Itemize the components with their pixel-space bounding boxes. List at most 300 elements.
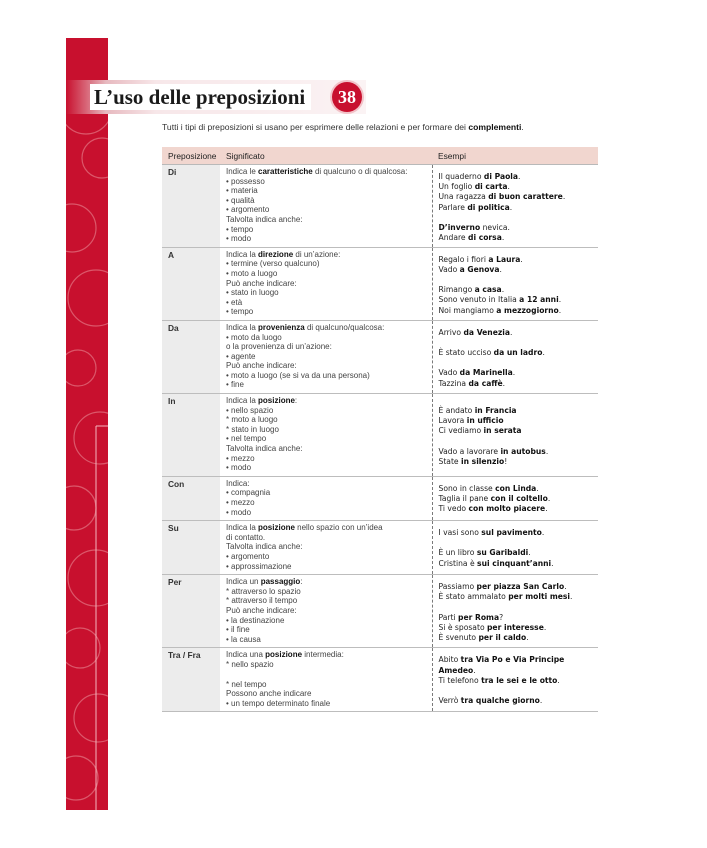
text-line	[439, 255, 593, 265]
text-line	[439, 504, 593, 514]
intro-main: Tutti i tipi di preposizioni si usano per esprimere delle relazioni e per formare dei	[162, 122, 469, 132]
examples-cell	[432, 247, 598, 320]
text-line	[439, 379, 593, 389]
text-line	[439, 633, 593, 643]
text-line	[226, 333, 426, 343]
text-line	[439, 285, 593, 295]
highlight-text: per piazza San Carlo	[476, 582, 565, 592]
text-line	[226, 406, 426, 416]
plain-text: * attraverso lo spazio	[226, 586, 301, 596]
highlight-text: Amedeo	[438, 665, 474, 675]
plain-text: Indica la	[226, 523, 259, 533]
plain-text: • argomento	[226, 551, 270, 561]
highlight-text: di Paola	[483, 172, 519, 181]
decorative-side-band	[66, 38, 108, 810]
highlight-text: da caffè	[468, 378, 503, 388]
plain-text: di qualcuno o di qualcosa:	[312, 167, 408, 176]
preposition-cell: Da	[162, 320, 220, 393]
examples-cell	[432, 648, 598, 712]
page-title: L’uso delle preposizioni	[94, 84, 306, 109]
plain-text: .	[501, 285, 505, 295]
text-line	[226, 479, 426, 489]
plain-text: • moto a luogo (se si va da una persona)	[226, 370, 370, 380]
plain-text: • moto da luogo	[226, 332, 282, 342]
plain-text: Vado	[438, 264, 460, 274]
plain-text: Indica la	[226, 249, 259, 259]
plain-text: Taglia il pane	[438, 494, 491, 504]
plain-text: Parlare	[438, 202, 468, 212]
spacer	[439, 358, 593, 368]
plain-text: • materia	[226, 186, 258, 196]
plain-text: .	[545, 504, 548, 514]
plain-text: * nello spazio	[226, 659, 274, 669]
highlight-text: con molto piacere	[468, 504, 546, 514]
text-line	[226, 680, 426, 690]
plain-text: • qualità	[226, 195, 255, 205]
highlight-text: a Genova	[459, 264, 500, 274]
plain-text: • approssimazione	[226, 561, 292, 571]
text-line	[439, 457, 593, 467]
plain-text: • tempo	[226, 224, 254, 234]
highlight-text: a casa	[474, 285, 502, 295]
decorative-circles	[66, 38, 108, 810]
text-line	[439, 182, 593, 192]
text-line	[226, 596, 426, 606]
spacer	[439, 275, 593, 285]
spacer	[439, 338, 593, 348]
plain-text: Indica un	[226, 577, 261, 587]
text-line	[439, 592, 593, 602]
intro-text	[162, 122, 524, 132]
text-line	[439, 223, 593, 233]
text-line	[226, 488, 426, 498]
text-line	[439, 528, 593, 538]
text-line	[226, 660, 426, 670]
plain-text: È un libro	[438, 548, 477, 558]
plain-text: Verrò	[438, 695, 461, 705]
text-line	[226, 250, 426, 260]
table-header-row	[162, 147, 598, 165]
text-line	[439, 696, 593, 706]
spacer	[439, 538, 593, 548]
text-line	[226, 454, 426, 464]
text-line	[439, 494, 593, 504]
plain-text: di un’azione:	[293, 249, 341, 259]
plain-text: • età	[226, 297, 243, 307]
plain-text: .	[518, 172, 521, 181]
plain-text: Un foglio	[438, 182, 475, 192]
plain-text: .	[536, 483, 539, 493]
plain-text: .	[507, 182, 510, 192]
plain-text: • mezzo	[226, 453, 255, 463]
plain-text: * stato in luogo	[226, 424, 279, 434]
plain-text: * moto a luogo	[226, 415, 278, 425]
highlight-text: tra Via Po e Via Principe	[460, 655, 565, 665]
preposition-cell: Di	[162, 165, 220, 248]
text-line	[226, 396, 426, 406]
plain-text: o la provenienza di un’azione:	[226, 342, 332, 352]
plain-text: Ti telefono	[438, 675, 482, 685]
meaning-cell	[220, 165, 432, 248]
text-line	[226, 463, 426, 473]
meaning-cell	[220, 320, 432, 393]
plain-text: • un tempo determinato finale	[226, 698, 331, 708]
text-line	[226, 215, 426, 225]
highlight-text: a mezzogiorno	[496, 305, 559, 315]
preposition-cell: A	[162, 247, 220, 320]
text-line	[439, 265, 593, 275]
plain-text: .	[473, 665, 476, 675]
plain-text: • agente	[226, 351, 256, 361]
text-line	[439, 203, 593, 213]
plain-text: Talvolta indica anche:	[226, 214, 303, 224]
spacer	[439, 686, 593, 696]
table-row	[162, 165, 598, 248]
table-body	[162, 165, 598, 712]
examples-cell	[432, 521, 598, 575]
preposition-cell: Su	[162, 521, 220, 575]
text-line	[439, 676, 593, 686]
plain-text: • tempo	[226, 307, 254, 317]
plain-text: È andato	[438, 406, 475, 416]
plain-text: intermedia:	[302, 650, 344, 660]
table-row	[162, 521, 598, 575]
text-line	[226, 587, 426, 597]
plain-text: Il quaderno	[438, 172, 484, 181]
plain-text: ?	[499, 612, 504, 622]
preposition-cell: In	[162, 394, 220, 477]
table-row	[162, 648, 598, 712]
plain-text: !	[504, 456, 508, 466]
highlight-text: da un ladro	[493, 348, 543, 358]
plain-text: Indica una	[226, 650, 266, 660]
highlight-text: passaggio	[260, 577, 301, 587]
plain-text: .	[545, 446, 549, 456]
meaning-cell	[220, 476, 432, 520]
highlight-text: da Marinella	[459, 368, 513, 378]
text-line	[439, 306, 593, 316]
intro-end: .	[521, 122, 524, 132]
text-line	[226, 552, 426, 562]
plain-text: .	[558, 295, 562, 305]
text-line	[226, 616, 426, 626]
plain-text: nevica.	[480, 222, 510, 232]
table-row	[162, 575, 598, 648]
plain-text: Può anche indicare:	[226, 605, 297, 615]
text-line	[226, 225, 426, 235]
plain-text: Sono in classe	[438, 483, 496, 493]
text-line	[226, 498, 426, 508]
text-line	[226, 415, 426, 425]
spacer	[439, 396, 593, 406]
text-line	[226, 689, 426, 699]
plain-text: Parti	[438, 612, 459, 622]
spacer	[439, 437, 593, 447]
text-line	[439, 655, 593, 665]
column-header-meaning: Significato	[220, 147, 432, 165]
spacer	[226, 670, 426, 680]
highlight-text: con il coltello	[490, 494, 548, 504]
plain-text: • modo	[226, 234, 252, 244]
highlight-text: di buon carattere	[488, 192, 563, 202]
highlight-text: caratteristiche	[258, 167, 313, 176]
plain-text: Andare	[438, 233, 469, 243]
plain-text: • moto a luogo	[226, 268, 278, 278]
plain-text: .	[539, 695, 543, 705]
intro-bold: complementi	[468, 122, 522, 132]
plain-text: * attraverso il tempo	[226, 596, 298, 606]
highlight-text: posizione	[258, 396, 295, 406]
plain-text: Abito	[438, 655, 461, 665]
text-line	[226, 635, 426, 645]
plain-text: Cristina è	[438, 558, 478, 568]
highlight-text: a 12 anni	[519, 295, 559, 305]
text-line	[226, 288, 426, 298]
text-line	[226, 298, 426, 308]
text-line	[226, 196, 426, 206]
plain-text: Una ragazza	[438, 192, 489, 202]
plain-text: .	[502, 378, 506, 388]
plain-text: • modo	[226, 463, 252, 473]
plain-text: • la destinazione	[226, 615, 285, 625]
examples-cell	[432, 476, 598, 520]
text-line	[226, 167, 426, 177]
meaning-cell	[220, 394, 432, 477]
text-line	[439, 233, 593, 243]
plain-text: • nello spazio	[226, 405, 274, 415]
plain-text: .	[526, 632, 529, 642]
plain-text: Arrivo	[438, 327, 464, 337]
meaning-cell	[220, 521, 432, 575]
plain-text: È stato ucciso	[438, 348, 494, 358]
highlight-text: provenienza	[258, 322, 305, 332]
plain-text: • la causa	[226, 634, 261, 644]
plain-text: .	[564, 582, 567, 592]
text-line	[226, 323, 426, 333]
plain-text: Ti vedo	[438, 504, 469, 514]
plain-text: .	[541, 528, 545, 538]
plain-text: nello spazio con un’idea	[294, 523, 383, 533]
highlight-text: in Francia	[474, 406, 517, 416]
table-row	[162, 476, 598, 520]
text-line	[439, 582, 593, 592]
plain-text: Talvolta indica anche:	[226, 542, 303, 552]
preposition-cell: Con	[162, 476, 220, 520]
plain-text: Può anche indicare:	[226, 278, 297, 288]
plain-text: .	[528, 548, 531, 558]
plain-text: .	[562, 192, 566, 202]
plain-text: • modo	[226, 507, 252, 517]
text-line	[226, 606, 426, 616]
plain-text: .	[558, 305, 562, 315]
preposition-cell: Tra / Fra	[162, 648, 220, 712]
meaning-cell	[220, 247, 432, 320]
text-line	[439, 666, 593, 676]
text-line	[226, 425, 426, 435]
highlight-text: posizione	[265, 650, 303, 660]
highlight-text: posizione	[258, 523, 295, 533]
plain-text: State	[438, 456, 462, 466]
column-header-examples: Esempi	[432, 147, 598, 165]
plain-text: Regalo i fiori	[438, 254, 489, 264]
plain-text: Vado a lavorare	[438, 446, 501, 456]
highlight-text: in ufficio	[466, 416, 504, 426]
highlight-text: per Roma	[458, 612, 500, 622]
examples-cell	[432, 165, 598, 248]
text-line	[226, 269, 426, 279]
plain-text: Può anche indicare:	[226, 361, 297, 371]
plain-text: .	[542, 348, 545, 358]
text-line	[226, 577, 426, 587]
plain-text: .	[543, 622, 547, 632]
plain-text: Vado	[438, 368, 460, 378]
text-line	[226, 279, 426, 289]
text-line	[226, 361, 426, 371]
examples-cell	[432, 320, 598, 393]
text-line	[226, 562, 426, 572]
text-line	[439, 295, 593, 305]
text-line	[439, 368, 593, 378]
text-line	[226, 186, 426, 196]
spacer	[439, 213, 593, 223]
plain-text: Si è sposato	[438, 622, 487, 632]
plain-text: • mezzo	[226, 498, 255, 507]
highlight-text: sui cinquant’anni	[477, 558, 552, 568]
text-line	[226, 234, 426, 244]
plain-text: :	[300, 577, 303, 587]
highlight-text: tra le sei e le otto	[481, 675, 558, 685]
table-row	[162, 394, 598, 477]
examples-cell	[432, 394, 598, 477]
text-line	[439, 416, 593, 426]
plain-text: .	[520, 254, 523, 264]
plain-text: Indica:	[226, 478, 250, 488]
spacer	[439, 603, 593, 613]
text-line	[226, 307, 426, 317]
meaning-cell	[220, 648, 432, 712]
text-line	[439, 192, 593, 202]
text-line	[226, 533, 426, 543]
plain-text: Indica la	[226, 396, 259, 406]
highlight-text: per interesse	[487, 622, 544, 632]
highlight-text: sul pavimento	[481, 528, 542, 538]
text-line	[439, 484, 593, 494]
plain-text: Tazzina	[438, 378, 469, 388]
highlight-text: direzione	[258, 249, 294, 259]
highlight-text: da Venezia	[463, 327, 511, 337]
plain-text: Lavora	[438, 416, 467, 426]
text-line	[439, 548, 593, 558]
text-line	[439, 623, 593, 633]
highlight-text: di politica	[467, 202, 510, 212]
highlight-text: in serata	[483, 426, 522, 436]
plain-text: .	[499, 264, 502, 274]
plain-text: • possesso	[226, 176, 265, 186]
text-line	[439, 172, 593, 182]
plain-text: Possono anche indicare	[226, 689, 312, 699]
plain-text: Noi mangiamo	[438, 305, 497, 315]
text-line	[226, 342, 426, 352]
title-box	[90, 84, 311, 110]
highlight-text: in autobus	[500, 446, 546, 456]
plain-text: Rimango	[438, 285, 475, 295]
text-line	[226, 371, 426, 381]
text-line	[226, 625, 426, 635]
plain-text: di qualcuno/qualcosa:	[304, 322, 385, 332]
plain-text: .	[512, 368, 516, 378]
text-line	[226, 444, 426, 454]
text-line	[439, 559, 593, 569]
plain-text: • il fine	[226, 625, 250, 635]
highlight-text: in silenzio	[461, 456, 505, 466]
plain-text: .	[509, 202, 513, 212]
highlight-text: per il caldo	[478, 632, 527, 642]
text-line	[439, 348, 593, 358]
plain-text: Sono venuto in Italia	[438, 295, 520, 305]
text-line	[226, 259, 426, 269]
text-line	[439, 426, 593, 436]
plain-text: • argomento	[226, 205, 270, 215]
plain-text: * nel tempo	[226, 679, 267, 689]
plain-text: • compagnia	[226, 488, 271, 498]
plain-text: :	[294, 396, 298, 406]
text-line	[439, 613, 593, 623]
highlight-text: D’inverno	[438, 222, 481, 232]
prepositions-table	[162, 147, 598, 712]
preposition-cell: Per	[162, 575, 220, 648]
chapter-badge: 38	[332, 82, 362, 112]
plain-text: di contatto.	[226, 532, 266, 542]
plain-text: .	[570, 592, 573, 602]
text-line	[226, 699, 426, 709]
text-line	[226, 352, 426, 362]
highlight-text: di corsa	[468, 233, 502, 243]
plain-text: I vasi sono	[438, 528, 482, 538]
plain-text: Passiamo	[438, 582, 477, 592]
table-row	[162, 320, 598, 393]
plain-text: È stato ammalato	[438, 592, 509, 602]
plain-text: Ci vediamo	[438, 426, 484, 436]
highlight-text: tra qualche giorno	[460, 695, 540, 705]
plain-text: Indica le	[226, 167, 259, 176]
text-line	[439, 328, 593, 338]
plain-text: Indica la	[226, 322, 259, 332]
highlight-text: a Laura	[488, 254, 521, 264]
highlight-text: di carta	[474, 182, 508, 192]
meaning-cell	[220, 575, 432, 648]
text-line	[439, 447, 593, 457]
column-header-preposition: Preposizione	[162, 147, 220, 165]
plain-text: .	[557, 675, 560, 685]
plain-text: È svenuto	[438, 632, 479, 642]
text-line	[226, 434, 426, 444]
text-line	[226, 205, 426, 215]
highlight-text: per molti mesi	[508, 592, 571, 602]
text-line	[226, 523, 426, 533]
plain-text: • stato in luogo	[226, 288, 279, 298]
text-line	[226, 380, 426, 390]
text-line	[439, 406, 593, 416]
plain-text: • nel tempo	[226, 434, 267, 444]
plain-text: • termine (verso qualcuno)	[226, 259, 320, 269]
text-line	[226, 542, 426, 552]
plain-text: .	[547, 494, 551, 504]
text-line	[226, 177, 426, 187]
plain-text: • fine	[226, 380, 244, 390]
plain-text: Talvolta indica anche:	[226, 444, 303, 454]
highlight-text: su Garibaldi	[476, 548, 529, 558]
text-line	[226, 650, 426, 660]
